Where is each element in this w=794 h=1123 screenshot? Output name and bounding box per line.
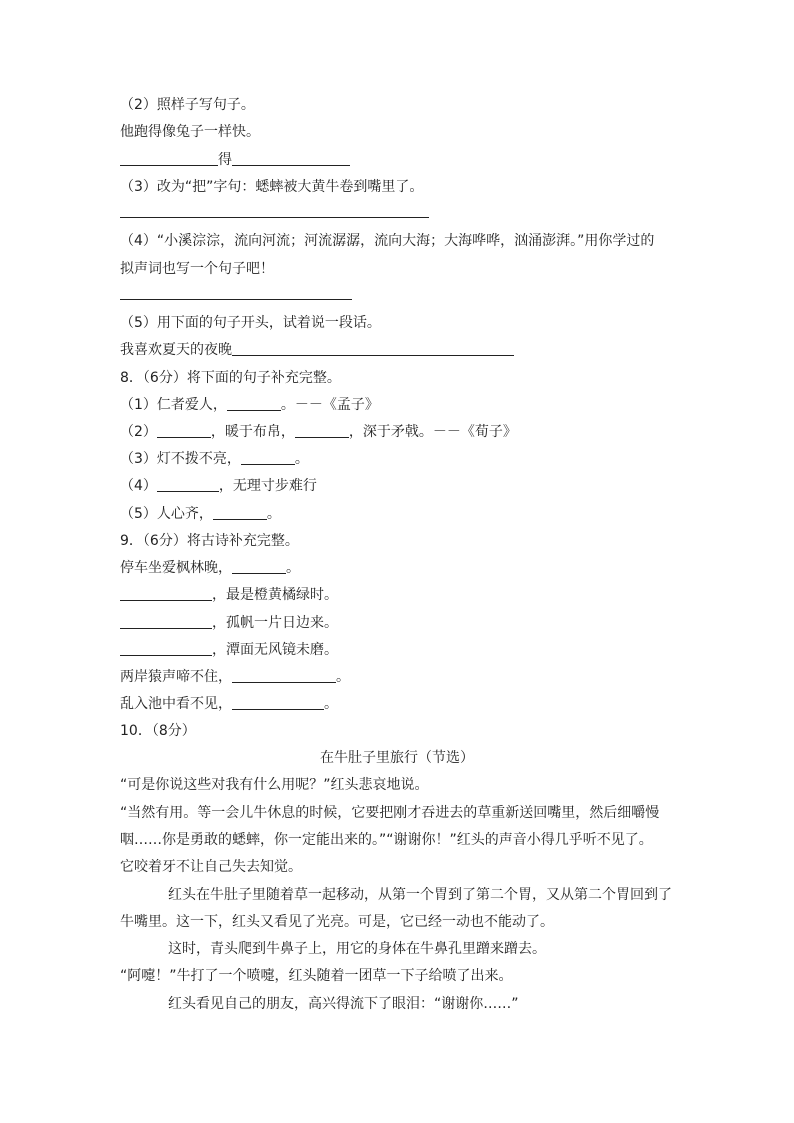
answer-blank[interactable]	[120, 586, 212, 601]
answer-blank[interactable]	[232, 559, 286, 574]
q9-line6-text: 乱入池中看不见，	[120, 696, 232, 712]
answer-blank[interactable]	[232, 341, 514, 356]
passage-title: 在牛肚子里旅行（节选）	[320, 750, 474, 766]
answer-blank[interactable]	[157, 423, 211, 438]
q8-line5-end: 。	[266, 506, 281, 522]
q7-part4-answer-blank[interactable]	[120, 299, 352, 300]
q9-line3	[120, 613, 338, 633]
q9-line2-text: ，最是橙黄橘绿时。	[212, 587, 338, 603]
q9-line1-end: 。	[286, 560, 300, 576]
answer-blank[interactable]	[232, 695, 324, 710]
q8-line3	[120, 449, 309, 469]
q8-line2-text: ，暖于布帛，	[210, 424, 295, 440]
passage-paragraph-2-line1: “当然有用。等一会儿牛休息的时候，它要把刚才吞进去的草重新送回嘴里，然后细嚼慢	[120, 805, 660, 821]
answer-blank[interactable]	[120, 614, 212, 629]
passage-paragraph-3-line2: 牛嘴里。这一下，红头又看见了光亮。可是，它已经一动也不能动了。	[120, 914, 554, 930]
passage-paragraph-6: 红头看见自己的朋友，高兴得流下了眼泪：“谢谢你……”	[168, 996, 519, 1012]
passage-paragraph-5: “阿嚏！”牛打了一个喷嚏，红头随着一团草一下子给喷了出来。	[120, 968, 513, 984]
q8-line1-text: （1）仁者爱人，	[120, 397, 227, 413]
q9-line1-text: 停车坐爱枫林晚，	[120, 560, 232, 576]
q8-header: 8．（6分）将下面的句子补充完整。	[120, 370, 341, 386]
q7-part2-middle-word: 得	[218, 152, 232, 168]
q8-line2-source: ，深于矛戟。－－《荀子》	[348, 424, 517, 440]
answer-blank[interactable]	[241, 450, 295, 465]
q10-header: 10．（8分）	[120, 723, 196, 739]
q7-part2-answer-line	[120, 150, 350, 170]
q8-line2	[120, 422, 517, 442]
answer-blank[interactable]	[295, 423, 349, 438]
q7-part2-example: 他跑得像兔子一样快。	[120, 124, 260, 140]
q7-part5-start-text: 我喜欢夏天的夜晚	[120, 342, 232, 358]
q9-header: 9．（6分）将古诗补充完整。	[120, 533, 299, 549]
q9-line3-text: ，孤帆一片日边来。	[212, 615, 338, 631]
answer-blank[interactable]	[120, 641, 212, 656]
q8-line4-label: （4）	[120, 478, 157, 494]
q9-line1	[120, 558, 300, 578]
answer-blank[interactable]	[120, 151, 218, 166]
answer-blank[interactable]	[213, 505, 267, 520]
q8-line3-text: （3）灯不拨不亮，	[120, 451, 241, 467]
answer-blank[interactable]	[232, 151, 350, 166]
q7-part5-answer-line	[120, 340, 514, 360]
answer-blank[interactable]	[157, 477, 219, 492]
q9-line6	[120, 694, 338, 714]
q7-part2-title: （2）照样子写句子。	[120, 97, 255, 113]
passage-paragraph-2-line3: 它咬着牙不让自己失去知觉。	[120, 859, 302, 875]
q9-line5-end: 。	[336, 669, 350, 685]
q8-line2-label: （2）	[120, 424, 157, 440]
q9-line5-text: 两岸猿声啼不住，	[120, 669, 232, 685]
q8-line3-end: 。	[294, 451, 309, 467]
q8-line4-text: ，无理寸步难行	[218, 478, 317, 494]
q7-part3-answer-blank[interactable]	[120, 217, 429, 218]
q8-line5-text: （5）人心齐，	[120, 506, 213, 522]
q9-line6-end: 。	[324, 696, 338, 712]
q8-line1-source: 。－－《孟子》	[280, 397, 379, 413]
q9-line2	[120, 585, 338, 605]
q9-line4	[120, 640, 338, 660]
q8-line5	[120, 504, 281, 524]
q9-line4-text: ，潭面无风镜未磨。	[212, 642, 338, 658]
answer-blank[interactable]	[232, 668, 336, 683]
passage-paragraph-4: 这时，青头爬到牛鼻子上，用它的身体在牛鼻孔里蹭来蹭去。	[168, 941, 546, 957]
q7-part5-title: （5）用下面的句子开头，试着说一段话。	[120, 315, 381, 331]
passage-paragraph-3-line1: 红头在牛肚子里随着草一起移动，从第一个胃到了第二个胃，又从第二个胃回到了	[168, 887, 672, 903]
q9-line5	[120, 667, 350, 687]
q7-part4-line2: 拟声词也写一个句子吧！	[120, 261, 274, 277]
q8-line4	[120, 476, 317, 496]
q7-part3-title: （3）改为“把”字句：蟋蟀被大黄牛卷到嘴里了。	[120, 179, 424, 195]
answer-blank[interactable]	[227, 396, 281, 411]
q7-part4-line1: （4）“小溪淙淙，流向河流；河流潺潺，流向大海；大海哗哗，汹涌澎湃。”用你学过的	[120, 233, 655, 249]
passage-paragraph-1: “可是你说这些对我有什么用呢？”红头悲哀地说。	[120, 777, 429, 793]
q8-line1	[120, 395, 379, 415]
passage-paragraph-2-line2: 咽……你是勇敢的蟋蟀，你一定能出来的。”“谢谢你！”红头的声音小得几乎听不见了。	[120, 832, 653, 848]
